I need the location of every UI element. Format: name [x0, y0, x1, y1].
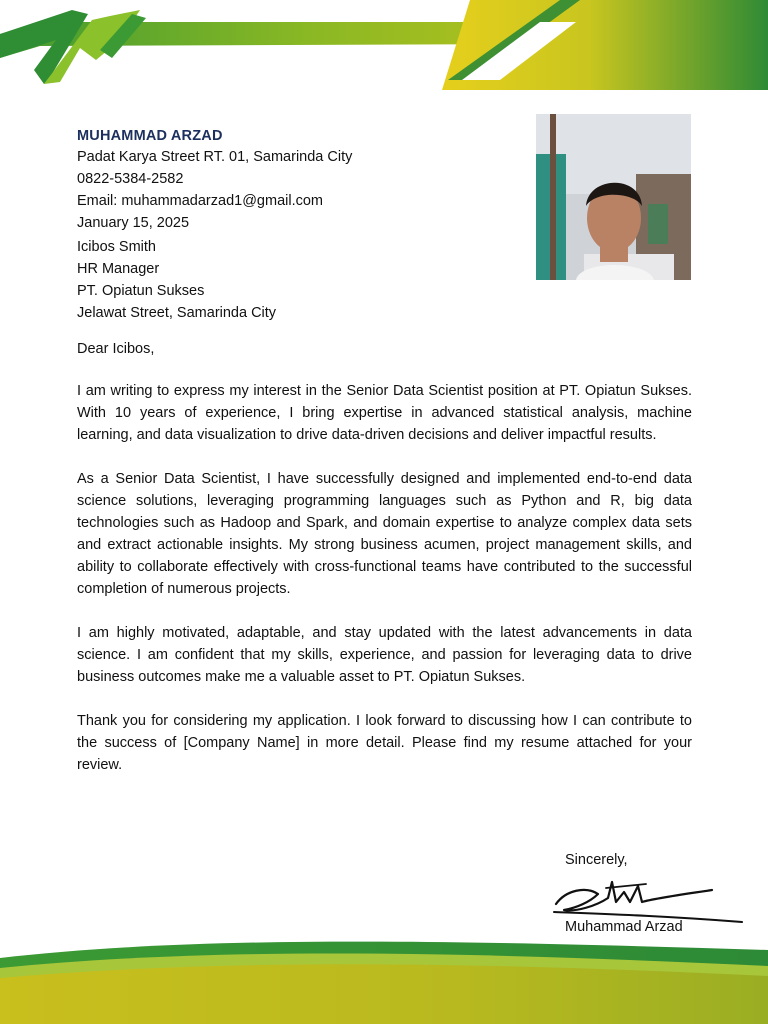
footer-wave-light [0, 953, 768, 1024]
header-ribbon-accent [100, 14, 146, 58]
recipient-address: Jelawat Street, Samarinda City [77, 305, 277, 321]
greeting: Dear Icibos, [77, 341, 155, 357]
letter-date: January 15, 2025 [77, 215, 190, 231]
header-ribbon-dark [0, 10, 88, 84]
paragraph-intro: I am writing to express my interest in the Senior Data Scientist position at PT. Opiatun Sukses. With 10 years of experience, I bring expertise in advanced statistical analysis, machine learning, and data visualization to drive data-driven decisions and deliver impactful results. [77, 383, 692, 443]
letter-body [77, 380, 692, 798]
profile-photo-image [536, 114, 691, 280]
sender-email: Email: muhammadarzad1@gmail.com [77, 193, 323, 209]
header-corner-white [462, 22, 576, 80]
signer-name: Muhammad Arzad [565, 919, 683, 935]
sender-phone: 0822-5384-2582 [77, 171, 184, 187]
sender-address: Padat Karya Street RT. 01, Samarinda City [77, 149, 353, 165]
footer-wave-olive [0, 964, 768, 1024]
recipient-title: HR Manager [77, 261, 160, 277]
header-band [0, 22, 560, 58]
sender-block [77, 127, 517, 234]
recipient-company: PT. Opiatun Sukses [77, 283, 205, 299]
recipient-name: Icibos Smith [77, 239, 156, 255]
header-corner-stripe [448, 0, 580, 80]
recipient-block [77, 236, 276, 324]
profile-photo [536, 114, 691, 280]
header-corner-right [442, 0, 768, 90]
paragraph-motivation: I am highly motivated, adaptable, and stay updated with the latest advancements in data science. I am confident that my skills, experience, and passion for leveraging data to drive business outcomes make me a valuable asset to PT. Opiatun Sukses. [77, 625, 692, 685]
closing: Sincerely, [565, 852, 628, 868]
paragraph-closing: Thank you for considering my application. I look forward to discussing how I can contribute to the success of [Company Name] in more detail. Please find my resume attached for your review. [77, 713, 692, 773]
paragraph-experience: As a Senior Data Scientist, I have successfully designed and implemented end-to-end data science solutions, leveraging programming languages such as Python and R, big data technologies such as Hadoop and Spark, and domain expertise to analyze complex data sets and extract actionable insights. My strong business acumen, project management skills, and ability to collaborate effectively with cross-functional teams have contributed to the successful completion of numerous projects. [77, 471, 692, 597]
header-ribbon-light [44, 10, 140, 84]
footer-wave-green [0, 942, 768, 1024]
sender-name: MUHAMMAD ARZAD [77, 128, 223, 144]
